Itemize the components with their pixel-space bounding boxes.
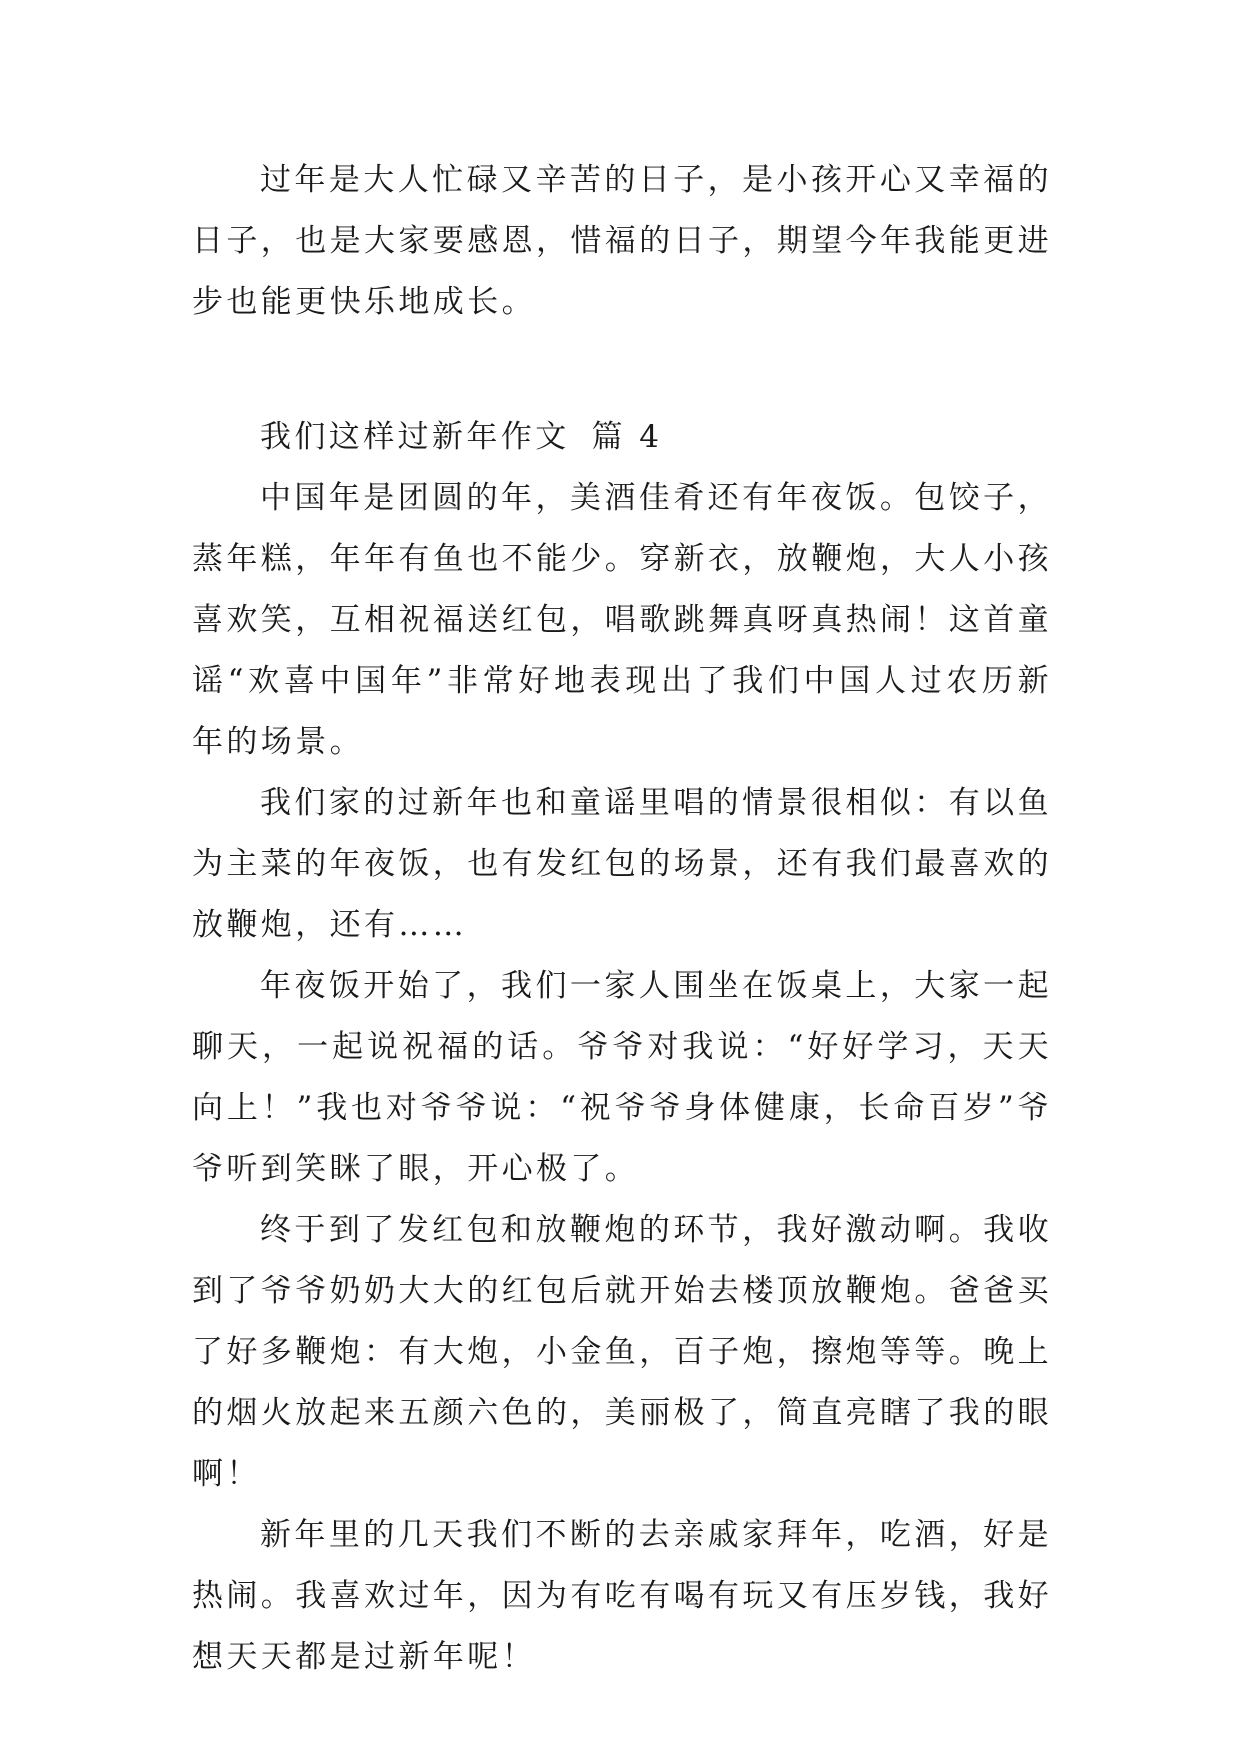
body-paragraph: 新年里的几天我们不断的去亲戚家拜年，吃酒，好是热闹。我喜欢过年，因为有吃有喝有玩又有压岁钱，我好想天天都是过新年呢！ xyxy=(192,1517,1052,1675)
document-page xyxy=(192,150,1052,1688)
body-paragraph: 年夜饭开始了，我们一家人围坐在饭桌上，大家一起聊天，一起说祝福的话。爷爷对我说：“好好学习，天天向上！”我也对爷爷说：“祝爷爷身体健康，长命百岁”爷爷听到笑眯了眼，开心极了。 xyxy=(192,968,1052,1187)
body-paragraph: 我们家的过新年也和童谣里唱的情景很相似：有以鱼为主菜的年夜饭，也有发红包的场景，还有我们最喜欢的放鞭炮，还有…… xyxy=(192,785,1052,943)
section-heading xyxy=(192,407,1052,468)
section-spacer xyxy=(192,333,1052,407)
body-paragraph: 中国年是团圆的年，美酒佳肴还有年夜饭。包饺子，蒸年糕，年年有鱼也不能少。穿新衣，放鞭炮，大人小孩喜欢笑，互相祝福送红包，唱歌跳舞真呀真热闹！这首童谣“欢喜中国年”非常好地表现出了我们中国人过农历新年的场景。 xyxy=(192,480,1052,760)
intro-paragraph: 过年是大人忙碌又辛苦的日子，是小孩开心又幸福的日子，也是大家要感恩，惜福的日子，期望今年我能更进步也能更快乐地成长。 xyxy=(192,162,1052,320)
section-title: 我们这样过新年作文 xyxy=(260,419,570,455)
section-number: 篇 4 xyxy=(591,419,663,455)
body-paragraph: 终于到了发红包和放鞭炮的环节，我好激动啊。我收到了爷爷奶奶大大的红包后就开始去楼顶放鞭炮。爸爸买了好多鞭炮：有大炮，小金鱼，百子炮，擦炮等等。晚上的烟火放起来五颜六色的，美丽极了，简直亮瞎了我的眼啊！ xyxy=(192,1212,1052,1492)
